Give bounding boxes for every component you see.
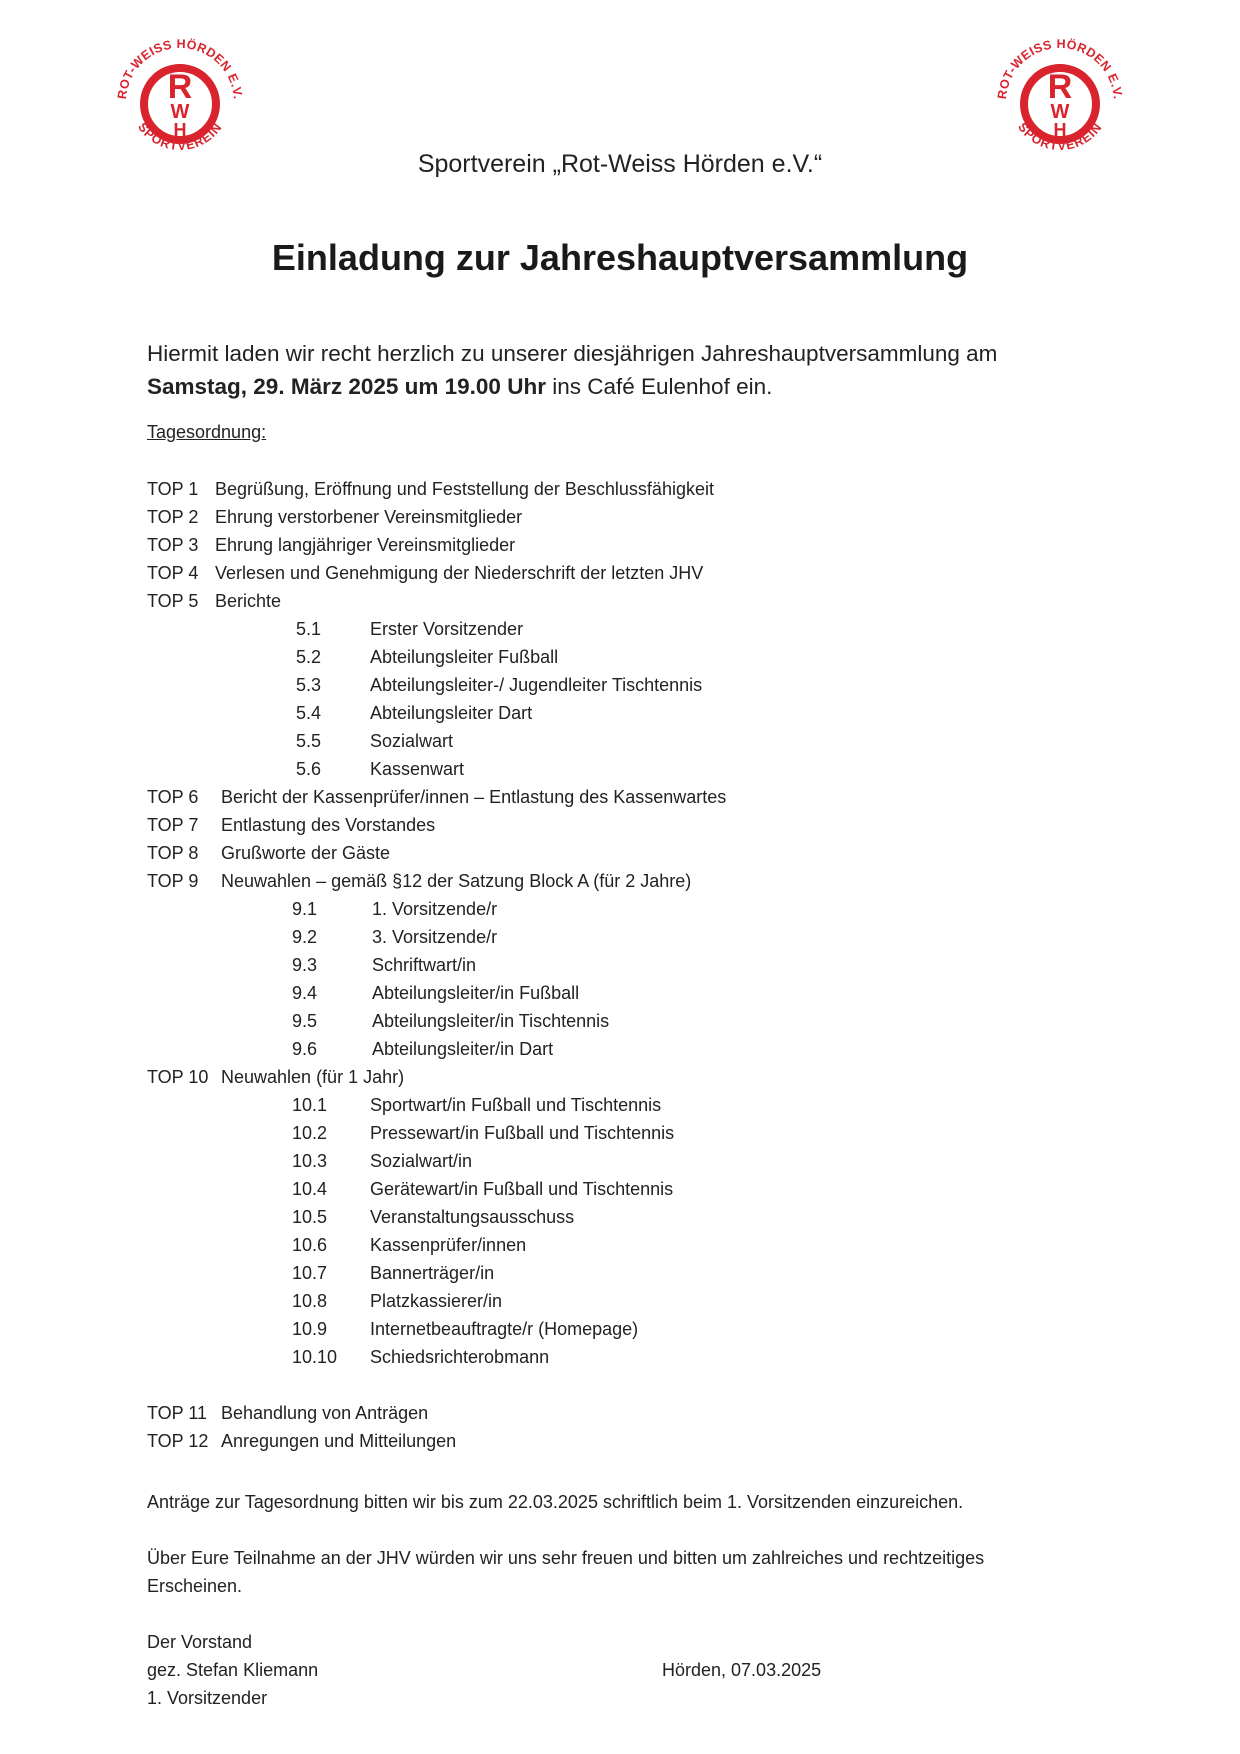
meeting-date-time: Samstag, 29. März 2025 um 19.00 Uhr	[147, 374, 546, 399]
organization-name: Sportverein „Rot-Weiss Hörden e.V.“	[417, 150, 823, 178]
agenda-sub-text: Gerätewart/in Fußball und Tischtennis	[370, 1179, 674, 1199]
logo-letter-w: W	[170, 101, 190, 123]
agenda-top-number: TOP 8	[147, 843, 199, 863]
signed-by: gez. Stefan Kliemann	[147, 1660, 319, 1680]
agenda-sub-number: 9.4	[292, 983, 318, 1003]
logo-letter-h: H	[1053, 120, 1067, 140]
agenda-sub-number: 10.5	[292, 1207, 328, 1227]
agenda-top-number: TOP 2	[147, 507, 199, 527]
agenda-top-number: TOP 3	[147, 535, 199, 555]
agenda-sub-number: 5.2	[296, 647, 322, 667]
agenda-top-text: Behandlung von Anträgen	[221, 1403, 429, 1423]
agenda-top-text: Anregungen und Mitteilungen	[221, 1431, 457, 1451]
agenda-top-number: TOP 1	[147, 479, 199, 499]
agenda-top-number: TOP 7	[147, 815, 199, 835]
agenda-sub-number: 10.4	[292, 1179, 328, 1199]
logo-ring-text-top: ROT-WEISS HÖRDEN E.V.	[114, 36, 245, 100]
agenda-label: Tagesordnung:	[147, 422, 267, 442]
logo-letter-r: R	[1047, 68, 1073, 106]
place-and-date: Hörden, 07.03.2025	[662, 1660, 822, 1680]
agenda-sub-number: 5.1	[296, 619, 322, 639]
agenda-sub-text: Platzkassierer/in	[370, 1291, 503, 1311]
agenda-top-text: Entlastung des Vorstandes	[221, 815, 436, 835]
agenda-sub-number: 10.2	[292, 1123, 328, 1143]
agenda-top-text: Ehrung langjähriger Vereinsmitglieder	[215, 535, 516, 555]
agenda-sub-text: Abteilungsleiter Fußball	[370, 647, 559, 667]
agenda-top-number: TOP 5	[147, 591, 199, 611]
agenda-sub-number: 5.4	[296, 703, 322, 723]
agenda-sub-number: 10.7	[292, 1263, 328, 1283]
agenda-top-text: Berichte	[215, 591, 282, 611]
agenda-sub-text: Abteilungsleiter/in Tischtennis	[372, 1011, 610, 1031]
agenda-sub-text: Sozialwart/in	[370, 1151, 473, 1171]
agenda-sub-text: 1. Vorsitzende/r	[372, 899, 498, 919]
logo-ring-text-bottom: SPORTVEREIN	[1015, 120, 1105, 154]
logo-letter-w: W	[1050, 101, 1070, 123]
agenda-sub-number: 5.3	[296, 675, 322, 695]
agenda-top-number: TOP 6	[147, 787, 199, 807]
closing-line-1: Über Eure Teilnahme an der JHV würden wir uns sehr freuen und bitten um zahlreiches und rechtzeitiges	[147, 1548, 985, 1568]
agenda-sub-number: 10.8	[292, 1291, 328, 1311]
agenda-sub-number: 10.1	[292, 1095, 328, 1115]
agenda-sub-text: Veranstaltungsausschuss	[370, 1207, 575, 1227]
signature-block	[147, 1628, 318, 1712]
signer-role: 1. Vorsitzender	[147, 1688, 268, 1708]
agenda-sub-number: 10.10	[292, 1347, 338, 1367]
agenda-top-number: TOP 9	[147, 871, 199, 891]
page-title: Einladung zur Jahreshauptversammlung	[271, 237, 969, 278]
agenda-sub-text: Sportwart/in Fußball und Tischtennis	[370, 1095, 662, 1115]
agenda-top-number: TOP 11	[147, 1403, 208, 1423]
agenda-top-text: Verlesen und Genehmigung der Niederschrift der letzten JHV	[215, 563, 704, 583]
agenda-top-text: Grußworte der Gäste	[221, 843, 391, 863]
agenda-sub-text: 3. Vorsitzende/r	[372, 927, 498, 947]
logo-ring-text-top: ROT-WEISS HÖRDEN E.V.	[994, 36, 1125, 100]
closing-line-2: Erscheinen.	[147, 1576, 243, 1596]
intro-paragraph	[147, 337, 1147, 403]
agenda-sub-text: Erster Vorsitzender	[370, 619, 524, 639]
agenda-sub-text: Internetbeauftragte/r (Homepage)	[370, 1319, 639, 1339]
agenda-top-number: TOP 10	[147, 1067, 209, 1087]
agenda-sub-text: Pressewart/in Fußball und Tischtennis	[370, 1123, 675, 1143]
agenda-sub-number: 9.6	[292, 1039, 318, 1059]
agenda-sub-number: 5.6	[296, 759, 322, 779]
meeting-location: ins Café Eulenhof ein.	[545, 374, 773, 399]
agenda-sub-number: 10.3	[292, 1151, 328, 1171]
agenda-sub-number: 9.2	[292, 927, 318, 947]
agenda-sub-text: Abteilungsleiter/in Fußball	[372, 983, 580, 1003]
agenda-sub-text: Abteilungsleiter Dart	[370, 703, 533, 723]
agenda-sub-text: Bannerträger/in	[370, 1263, 495, 1283]
agenda-top-text: Neuwahlen (für 1 Jahr)	[221, 1067, 405, 1087]
agenda-sub-text: Abteilungsleiter-/ Jugendleiter Tischtennis	[370, 675, 703, 695]
agenda-sub-text: Schriftwart/in	[372, 955, 477, 975]
logo-ring-text-bottom: SPORTVEREIN	[135, 120, 225, 154]
agenda-sub-number: 10.9	[292, 1319, 328, 1339]
agenda-top-text: Ehrung verstorbener Vereinsmitglieder	[215, 507, 523, 527]
agenda-sub-number: 9.1	[292, 899, 318, 919]
agenda-sub-text: Abteilungsleiter/in Dart	[372, 1039, 554, 1059]
agenda-top-text: Bericht der Kassenprüfer/innen – Entlastung des Kassenwartes	[221, 787, 727, 807]
agenda-sub-number: 9.3	[292, 955, 318, 975]
intro-line-1: Hiermit laden wir recht herzlich zu unserer diesjährigen Jahreshauptversammlung am	[147, 341, 998, 366]
logo-letter-h: H	[173, 120, 187, 140]
logo-letter-r: R	[167, 68, 193, 106]
agenda-sub-text: Kassenwart	[370, 759, 465, 779]
agenda-sub-number: 9.5	[292, 1011, 318, 1031]
intro-line-2	[147, 370, 1147, 403]
agenda-sub-text: Schiedsrichterobmann	[370, 1347, 550, 1367]
agenda-top-text: Neuwahlen – gemäß §12 der Satzung Block A (für 2 Jahre)	[221, 871, 692, 891]
agenda-top-text: Begrüßung, Eröffnung und Feststellung der Beschlussfähigkeit	[215, 479, 714, 499]
deadline-note: Anträge zur Tagesordnung bitten wir bis zum 22.03.2025 schriftlich beim 1. Vorsitzenden einzureichen.	[147, 1492, 964, 1512]
agenda-sub-text: Kassenprüfer/innen	[370, 1235, 527, 1255]
agenda-top-number: TOP 4	[147, 563, 199, 583]
board-label: Der Vorstand	[147, 1632, 253, 1652]
agenda-sub-text: Sozialwart	[370, 731, 454, 751]
agenda-sub-number: 10.6	[292, 1235, 328, 1255]
closing-note	[147, 1544, 1107, 1600]
agenda-sub-number: 5.5	[296, 731, 322, 751]
agenda-top-number: TOP 12	[147, 1431, 209, 1451]
